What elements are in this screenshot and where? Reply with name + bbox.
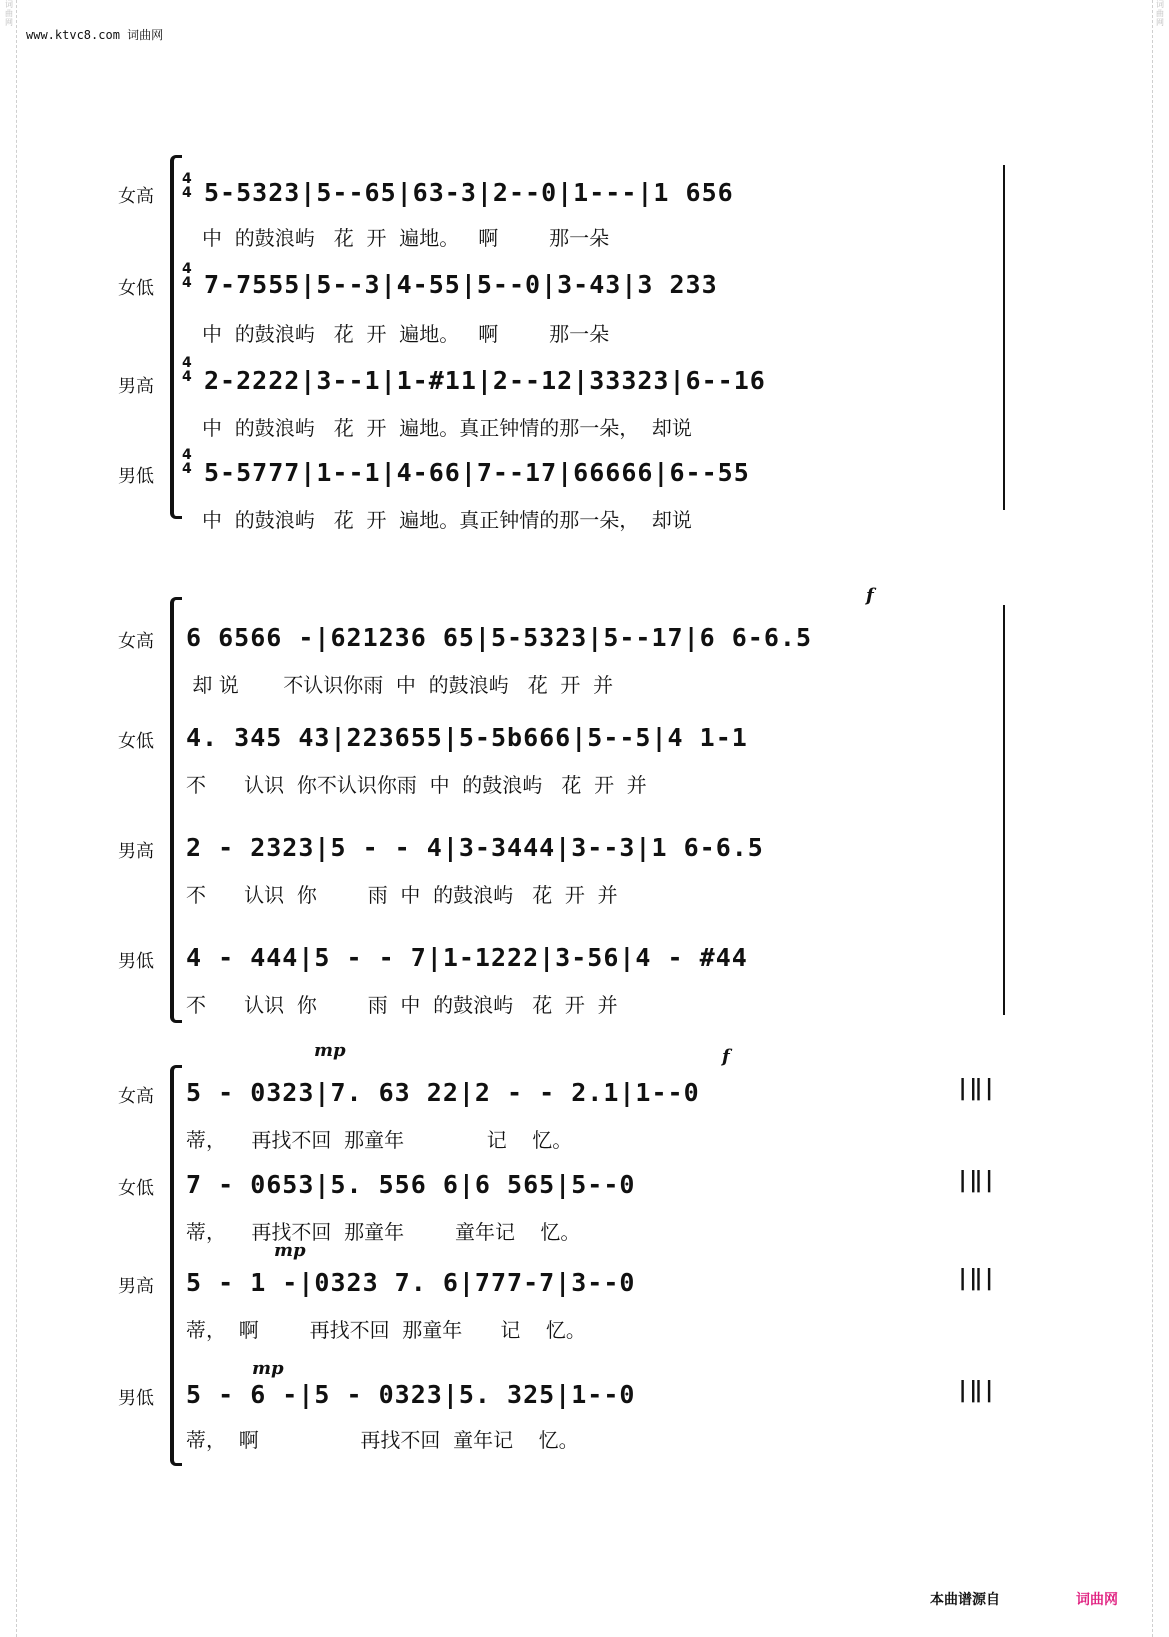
score-system-2 <box>0 585 1169 1025</box>
voice-label: 男低 <box>118 1388 154 1409</box>
system-brace <box>170 597 182 1023</box>
voice-label: 女高 <box>118 631 154 652</box>
site-header: www.ktvc8.com 词曲网 <box>26 28 164 42</box>
lyric-row: 却 说 不认识你雨 中 的鼓浪屿 花 开 并 <box>186 673 614 697</box>
dynamic-mark: mp <box>274 1240 306 1261</box>
footer-source-label: 本曲谱源自 <box>930 1592 1000 1608</box>
note-row: 6 6566 -|621236 65|5-5323|5--17|6 6-6.5 <box>186 623 812 652</box>
end-barline <box>1003 165 1005 510</box>
note-row: 5-5323|5--65|63-3|2--0|1---|1 656 <box>204 178 734 207</box>
score-system-1 <box>0 150 1169 532</box>
note-row: 5 - 0323|7. 63 22|2 - - 2.1|1--0 <box>186 1078 700 1107</box>
score-system-3 <box>0 1040 1169 1460</box>
lyric-row: 蒂， 啊 再找不回 童年记 忆。 <box>186 1428 579 1452</box>
voice-label: 女低 <box>118 278 154 299</box>
time-signature: 4 4 <box>182 447 192 477</box>
voice-label: 男高 <box>118 841 154 862</box>
note-row: 4 - 444|5 - - 7|1-1222|3-56|4 - #44 <box>186 943 748 972</box>
final-barline: |‖| <box>956 1266 996 1291</box>
time-signature: 4 4 <box>182 355 192 385</box>
note-row: 2 - 2323|5 - - 4|3-3444|3--3|1 6-6.5 <box>186 833 764 862</box>
footer-site-link[interactable]: 词曲网 <box>1076 1592 1118 1608</box>
lyric-row: 不 认识 你不认识你雨 中 的鼓浪屿 花 开 并 <box>186 773 647 797</box>
system-brace <box>170 1065 182 1466</box>
time-signature: 4 4 <box>182 171 192 201</box>
final-barline: |‖| <box>956 1168 996 1193</box>
note-row: 7-7555|5--3|4-55|5--0|3-43|3 233 <box>204 270 718 299</box>
note-row: 5 - 6 -|5 - 0323|5. 325|1--0 <box>186 1380 636 1409</box>
voice-label: 女高 <box>118 186 154 207</box>
watermark-text: 词曲网 <box>5 0 13 27</box>
voice-label: 男低 <box>118 466 154 487</box>
note-row: 5-5777|1--1|4-66|7--17|66666|6--55 <box>204 458 750 487</box>
dynamic-mark: f <box>722 1046 730 1067</box>
dynamic-mark: mp <box>252 1358 284 1379</box>
lyric-row: 中 的鼓浪屿 花 开 遍地。真正钟情的那一朵， 却说 <box>202 416 692 440</box>
dynamic-mark: f <box>866 585 874 606</box>
lyric-row: 中 的鼓浪屿 花 开 遍地。 啊 那一朵 <box>202 322 610 346</box>
voice-label: 男高 <box>118 1276 154 1297</box>
lyric-row: 蒂， 啊 再找不回 那童年 记 忆。 <box>186 1318 586 1342</box>
system-brace <box>170 155 182 519</box>
lyric-row: 蒂， 再找不回 那童年 童年记 忆。 <box>186 1220 581 1244</box>
time-signature: 4 4 <box>182 261 192 291</box>
end-barline <box>1003 605 1005 1015</box>
note-row: 4. 345 43|223655|5-5b666|5--5|4 1-1 <box>186 723 748 752</box>
voice-label: 男低 <box>118 951 154 972</box>
lyric-row: 不 认识 你 雨 中 的鼓浪屿 花 开 并 <box>186 883 618 907</box>
voice-label: 男高 <box>118 376 154 397</box>
final-barline: |‖| <box>956 1076 996 1101</box>
note-row: 2-2222|3--1|1-#11|2--12|33323|6--16 <box>204 366 766 395</box>
lyric-row: 蒂， 再找不回 那童年 记 忆。 <box>186 1128 573 1152</box>
lyric-row: 不 认识 你 雨 中 的鼓浪屿 花 开 并 <box>186 993 618 1017</box>
voice-label: 女低 <box>118 731 154 752</box>
note-row: 7 - 0653|5. 556 6|6 565|5--0 <box>186 1170 636 1199</box>
dynamic-mark: mp <box>314 1040 346 1061</box>
note-row: 5 - 1 -|0323 7. 6|777-7|3--0 <box>186 1268 636 1297</box>
watermark-text: 词曲网 <box>1156 0 1164 27</box>
lyric-row: 中 的鼓浪屿 花 开 遍地。 啊 那一朵 <box>202 226 610 250</box>
voice-label: 女低 <box>118 1178 154 1199</box>
lyric-row: 中 的鼓浪屿 花 开 遍地。真正钟情的那一朵， 却说 <box>202 508 692 532</box>
voice-label: 女高 <box>118 1086 154 1107</box>
final-barline: |‖| <box>956 1378 996 1403</box>
